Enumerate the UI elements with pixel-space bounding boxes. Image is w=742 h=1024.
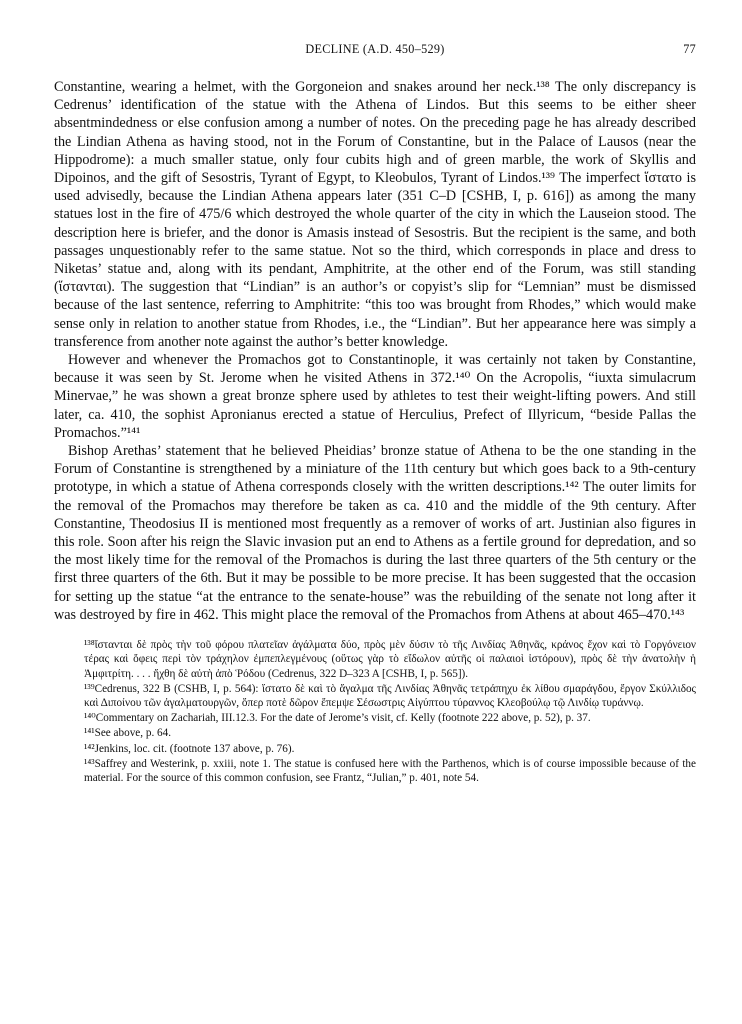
paragraph: Bishop Arethas’ statement that he believed Pheidias’ bronze statue of Athena to be the one standing in the Forum of Constantine is strengthened by a miniature of the 11th century but which goes back to a 9th-century prototype, in which a statue of Athena corresponds closely with the written descriptions.¹⁴² The outer limits for the removal of the Promachos may therefore be taken as ca. 410 and the middle of the 9th century. After Constantine, Theodosius II is mentioned most frequently as a remover of works of art. Justinian also figures in this role. Soon after his reign the Slavic invasion put an end to Athens as a fertile ground for depredation, and so the most likely time for the removal of the Promachos is during the last three quarters of the 5th century or the first three quarters of the 6th. But it may be possible to be more precise. It has been suggested that the occasion for setting up the statue “at the entrance to the senate-house” was the rebuilding of the senate not long after it was destroyed by fire in 462. This might place the removal of the Promachos from Athens at about 465–470.¹⁴³ [54, 443, 696, 623]
running-title: DECLINE (A.D. 450–529) [305, 42, 445, 56]
footnote: ¹⁴³Saffrey and Westerink, p. xxiii, note 1. The statue is confused here with the Parthenos, which is of course impossible because of the material. For the source of this common confusion, see Frantz, “Julian,” p. 401, note 54. [84, 757, 696, 784]
footnote: ¹⁴²Jenkins, loc. cit. (footnote 137 above, p. 76). [84, 742, 295, 755]
paragraph: Constantine, wearing a helmet, with the Gorgoneion and snakes around her neck.¹³⁸ The only discrepancy is Cedrenus’ identification of the statue with the Athena of Lindos. But this seems to be either sheer absentmindedness or else confusion among a number of notes. On the preceding page he has already described the Lindian Athena as having stood, not in the Forum of Constantine, but in the Palace of Lausos (near the Hippodrome): a much smaller statue, only four cubits high and of green marble, the work of Skyllis and Dipoinos, and the gift of Sesostris, Tyrant of Egypt, to Kleobulos, Tyrant of Lindos.¹³⁹ The imperfect ἵστατο is used advisedly, because the Lindian Athena appears later (351 C–D [CSHB, I, p. 616]) as among the many statues lost in the fire of 475/6 which destroyed the whole quarter of the city in which the Lauseion stood. The description here is briefer, and the donor is Amasis instead of Sesostris. But the recipient is the same, and both passages unquestionably refer to the same statue. Not so the third, which corresponds in place and dress to Niketas’ statue and, along with its pendant, Amphitrite, at the other end of the Forum, was still standing (ἵστανται). The suggestion that “Lindian” is an author’s or copyist’s slip for “Lemnian” must be dismissed because of the last sentence, referring to Amphitrite: “this too was brought from Rhodes,” which would make sense only in relation to another statue from Rhodes, i.e., the “Lindian”. But her appearance here was simply a transference from another note against the author’s better knowledge. [54, 79, 696, 350]
page-number: 77 [683, 42, 696, 56]
footnotes [54, 638, 696, 785]
footnote: ¹³⁹Cedrenus, 322 B (CSHB, I, p. 564): ἵστατο δὲ καὶ τὸ ἄγαλμα τῆς Λινδίας Ἀθηνᾶς τετράπηχυ ἐκ λίθου σμαράγδου, ἔργον Σκύλλιδος καὶ Διποίνου τῶν ἀγαλματουργῶν, ὅπερ ποτὲ δῶρον ἔπεμψε Σέσωστρις Αἰγύπτου τύραννος Κλεοβούλῳ τῷ Λινδίῳ τυράννῳ. [84, 682, 696, 709]
main-text [54, 78, 696, 624]
footnote: ¹³⁸ἵστανται δὲ πρὸς τὴν τοῦ φόρου πλατεῖαν ἀγάλματα δύο, πρὸς μὲν δύσιν τὸ τῆς Λινδίας Ἀθηνᾶς, κράνος ἔχον καὶ τὸ Γοργόνειον τέρας καὶ ὄφεις περὶ τὸν τράχηλον ἐμπεπλεγμένους (οὕτως γὰρ τὸ εἴδωλον αὐτῆς οἱ παλαιοὶ ἱστόρουν), πρὸς δὲ τὴν ἀνατολὴν ἡ Ἀμφιτρίτη. . . . ἤχθη δὲ αὐτὴ ἀπὸ Ῥόδου (Cedrenus, 322 D–323 A [CSHB, I, p. 565]). [84, 639, 696, 680]
book-page [54, 40, 696, 786]
footnote: ¹⁴¹See above, p. 64. [84, 727, 172, 740]
running-header [54, 40, 696, 62]
footnote: ¹⁴⁰Commentary on Zachariah, III.12.3. For the date of Jerome’s visit, cf. Kelly (footnote 222 above, p. 52), p. 37. [84, 712, 591, 725]
paragraph: However and whenever the Promachos got to Constantinople, it was certainly not taken by Constantine, because it was seen by St. Jerome when he visited Athens in 372.¹⁴⁰ On the Acropolis, “iuxta simulacrum Minervae,” he was shown a great bronze sphere used by athletes to test their weight-lifting powers. And still later, ca. 410, the sophist Apronianus erected a statue of Herculius, Prefect of Illyricum, “beside Pallas the Promachos.”¹⁴¹ [54, 352, 696, 441]
